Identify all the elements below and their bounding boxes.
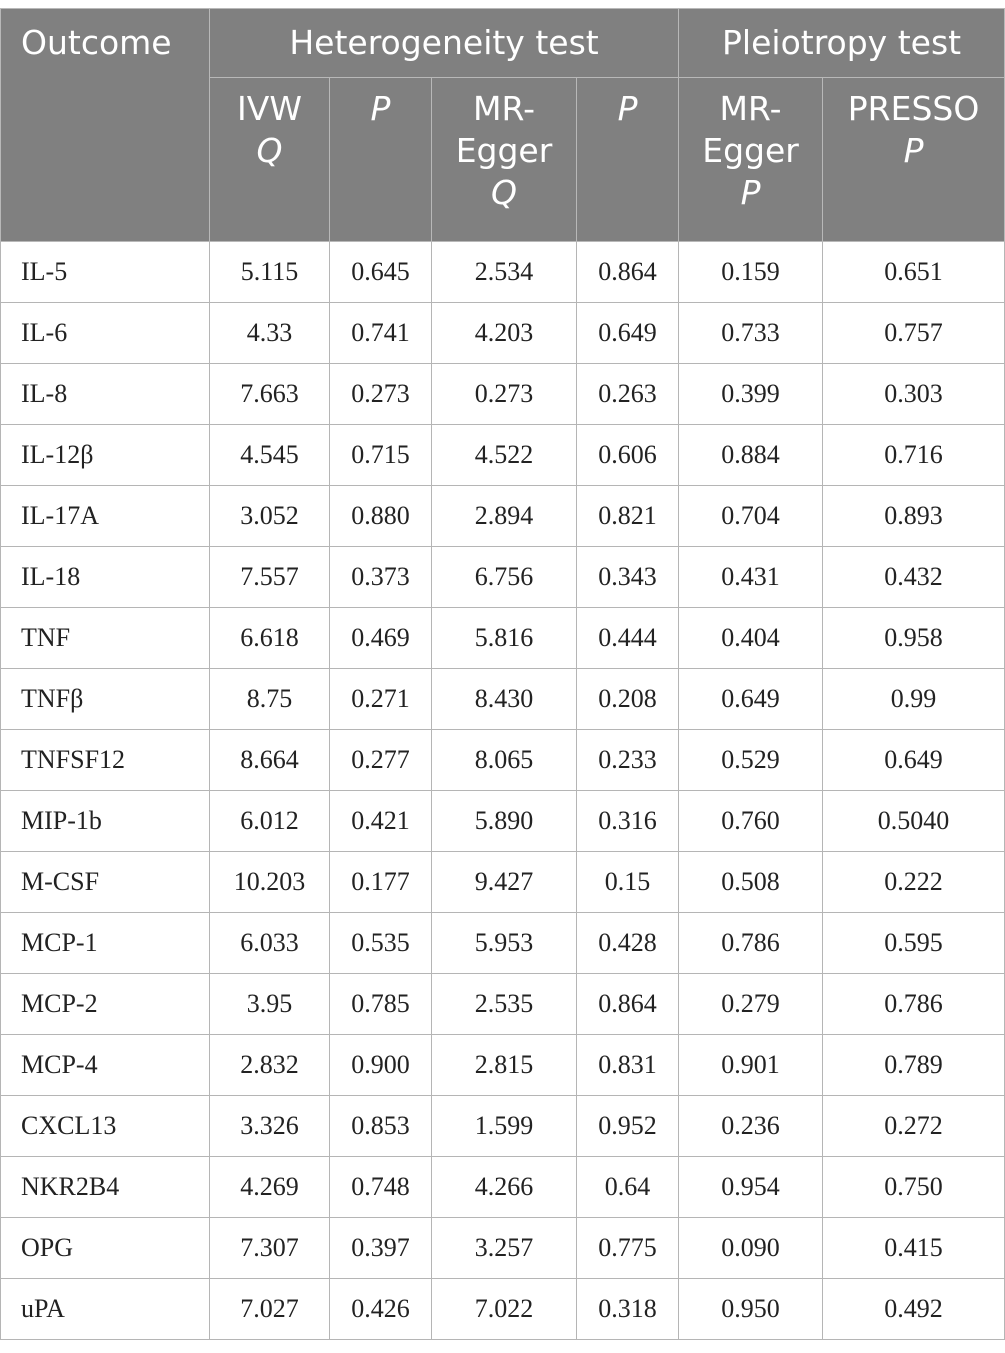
cell-mregger-q-p: 0.263 bbox=[577, 364, 679, 425]
results-table bbox=[0, 8, 1005, 1340]
table-row bbox=[1, 974, 1005, 1035]
cell-ivw-q: 5.115 bbox=[210, 242, 330, 303]
cell-mregger-q-p: 0.15 bbox=[577, 852, 679, 913]
cell-outcome: M-CSF bbox=[1, 852, 210, 913]
cell-ivw-q: 8.75 bbox=[210, 669, 330, 730]
cell-mregger-p: 0.760 bbox=[679, 791, 823, 852]
cell-mregger-q: 8.065 bbox=[432, 730, 577, 791]
cell-ivw-q: 6.618 bbox=[210, 608, 330, 669]
header-outcome: Outcome bbox=[1, 9, 210, 242]
table-row bbox=[1, 1035, 1005, 1096]
cell-outcome: TNF bbox=[1, 608, 210, 669]
header-presso-p-line2: P bbox=[903, 131, 924, 170]
table-row bbox=[1, 1157, 1005, 1218]
table-row bbox=[1, 303, 1005, 364]
cell-mregger-q: 3.257 bbox=[432, 1218, 577, 1279]
cell-ivw-p: 0.853 bbox=[330, 1096, 432, 1157]
cell-mregger-q: 9.427 bbox=[432, 852, 577, 913]
cell-mregger-q-p: 0.831 bbox=[577, 1035, 679, 1096]
cell-mregger-p: 0.529 bbox=[679, 730, 823, 791]
table-row bbox=[1, 669, 1005, 730]
table-row bbox=[1, 1096, 1005, 1157]
cell-mregger-q-p: 0.444 bbox=[577, 608, 679, 669]
cell-presso-p: 0.492 bbox=[823, 1279, 1005, 1340]
cell-presso-p: 0.716 bbox=[823, 425, 1005, 486]
cell-mregger-q: 2.894 bbox=[432, 486, 577, 547]
cell-ivw-q: 4.545 bbox=[210, 425, 330, 486]
cell-outcome: IL-6 bbox=[1, 303, 210, 364]
header-p2-label: P bbox=[617, 89, 638, 128]
cell-ivw-q: 8.664 bbox=[210, 730, 330, 791]
cell-presso-p: 0.750 bbox=[823, 1157, 1005, 1218]
cell-ivw-p: 0.277 bbox=[330, 730, 432, 791]
cell-mregger-p: 0.950 bbox=[679, 1279, 823, 1340]
cell-ivw-p: 0.421 bbox=[330, 791, 432, 852]
header-mregger-q-line2: Egger bbox=[455, 131, 553, 170]
cell-presso-p: 0.595 bbox=[823, 913, 1005, 974]
table-body bbox=[1, 242, 1005, 1340]
cell-mregger-q: 0.273 bbox=[432, 364, 577, 425]
cell-presso-p: 0.958 bbox=[823, 608, 1005, 669]
cell-mregger-q: 5.890 bbox=[432, 791, 577, 852]
cell-outcome: IL-12β bbox=[1, 425, 210, 486]
header-ivw-q-line2: Q bbox=[256, 131, 283, 170]
header-mregger-p-line2: Egger bbox=[702, 131, 799, 170]
cell-ivw-p: 0.177 bbox=[330, 852, 432, 913]
table-row bbox=[1, 486, 1005, 547]
cell-ivw-q: 2.832 bbox=[210, 1035, 330, 1096]
table-row bbox=[1, 791, 1005, 852]
cell-mregger-q-p: 0.64 bbox=[577, 1157, 679, 1218]
cell-outcome: IL-17A bbox=[1, 486, 210, 547]
table-row bbox=[1, 608, 1005, 669]
cell-mregger-p: 0.901 bbox=[679, 1035, 823, 1096]
header-mregger-q-line1: MR- bbox=[473, 89, 535, 128]
cell-ivw-p: 0.397 bbox=[330, 1218, 432, 1279]
cell-mregger-q-p: 0.318 bbox=[577, 1279, 679, 1340]
cell-ivw-q: 6.012 bbox=[210, 791, 330, 852]
header-ivw-q bbox=[210, 78, 330, 242]
table-row bbox=[1, 1218, 1005, 1279]
cell-mregger-q: 7.022 bbox=[432, 1279, 577, 1340]
header-mregger-q bbox=[432, 78, 577, 242]
cell-ivw-p: 0.715 bbox=[330, 425, 432, 486]
cell-mregger-p: 0.704 bbox=[679, 486, 823, 547]
cell-outcome: NKR2B4 bbox=[1, 1157, 210, 1218]
header-p1-label: P bbox=[370, 89, 391, 128]
cell-presso-p: 0.786 bbox=[823, 974, 1005, 1035]
cell-outcome: MCP-1 bbox=[1, 913, 210, 974]
cell-mregger-q: 4.203 bbox=[432, 303, 577, 364]
cell-ivw-p: 0.900 bbox=[330, 1035, 432, 1096]
cell-mregger-q: 4.266 bbox=[432, 1157, 577, 1218]
cell-mregger-q-p: 0.821 bbox=[577, 486, 679, 547]
cell-mregger-p: 0.404 bbox=[679, 608, 823, 669]
cell-ivw-p: 0.741 bbox=[330, 303, 432, 364]
cell-presso-p: 0.303 bbox=[823, 364, 1005, 425]
cell-mregger-p: 0.090 bbox=[679, 1218, 823, 1279]
cell-ivw-q: 10.203 bbox=[210, 852, 330, 913]
cell-mregger-q-p: 0.606 bbox=[577, 425, 679, 486]
cell-ivw-q: 4.33 bbox=[210, 303, 330, 364]
cell-outcome: TNFβ bbox=[1, 669, 210, 730]
cell-mregger-p: 0.954 bbox=[679, 1157, 823, 1218]
cell-mregger-q-p: 0.316 bbox=[577, 791, 679, 852]
header-mregger-p bbox=[679, 78, 823, 242]
cell-mregger-q: 5.953 bbox=[432, 913, 577, 974]
cell-presso-p: 0.99 bbox=[823, 669, 1005, 730]
cell-mregger-p: 0.884 bbox=[679, 425, 823, 486]
cell-ivw-p: 0.785 bbox=[330, 974, 432, 1035]
cell-mregger-p: 0.786 bbox=[679, 913, 823, 974]
cell-presso-p: 0.893 bbox=[823, 486, 1005, 547]
cell-presso-p: 0.222 bbox=[823, 852, 1005, 913]
header-p1 bbox=[330, 78, 432, 242]
cell-presso-p: 0.789 bbox=[823, 1035, 1005, 1096]
cell-presso-p: 0.432 bbox=[823, 547, 1005, 608]
cell-ivw-p: 0.645 bbox=[330, 242, 432, 303]
header-pleiotropy-test: Pleiotropy test bbox=[679, 9, 1005, 78]
cell-ivw-q: 7.557 bbox=[210, 547, 330, 608]
table-row bbox=[1, 852, 1005, 913]
cell-ivw-p: 0.535 bbox=[330, 913, 432, 974]
cell-ivw-p: 0.426 bbox=[330, 1279, 432, 1340]
cell-mregger-q-p: 0.864 bbox=[577, 242, 679, 303]
header-presso-p-line1: PRESSO bbox=[847, 89, 980, 128]
cell-outcome: uPA bbox=[1, 1279, 210, 1340]
cell-ivw-p: 0.373 bbox=[330, 547, 432, 608]
table-row bbox=[1, 730, 1005, 791]
cell-mregger-q: 8.430 bbox=[432, 669, 577, 730]
cell-outcome: MIP-1b bbox=[1, 791, 210, 852]
cell-ivw-p: 0.880 bbox=[330, 486, 432, 547]
header-mregger-p-line3: P bbox=[740, 173, 761, 212]
cell-presso-p: 0.415 bbox=[823, 1218, 1005, 1279]
table-row bbox=[1, 913, 1005, 974]
cell-ivw-p: 0.748 bbox=[330, 1157, 432, 1218]
cell-mregger-q-p: 0.864 bbox=[577, 974, 679, 1035]
cell-outcome: CXCL13 bbox=[1, 1096, 210, 1157]
table-row bbox=[1, 1279, 1005, 1340]
cell-outcome: IL-5 bbox=[1, 242, 210, 303]
cell-ivw-q: 3.052 bbox=[210, 486, 330, 547]
cell-mregger-p: 0.399 bbox=[679, 364, 823, 425]
cell-ivw-q: 6.033 bbox=[210, 913, 330, 974]
table-row bbox=[1, 425, 1005, 486]
cell-outcome: MCP-2 bbox=[1, 974, 210, 1035]
cell-mregger-p: 0.431 bbox=[679, 547, 823, 608]
cell-presso-p: 0.757 bbox=[823, 303, 1005, 364]
cell-mregger-q-p: 0.208 bbox=[577, 669, 679, 730]
header-p2 bbox=[577, 78, 679, 242]
cell-ivw-q: 4.269 bbox=[210, 1157, 330, 1218]
cell-ivw-q: 3.95 bbox=[210, 974, 330, 1035]
cell-mregger-q: 4.522 bbox=[432, 425, 577, 486]
header-presso-p bbox=[823, 78, 1005, 242]
cell-mregger-p: 0.649 bbox=[679, 669, 823, 730]
cell-ivw-p: 0.271 bbox=[330, 669, 432, 730]
cell-mregger-p: 0.508 bbox=[679, 852, 823, 913]
cell-mregger-q: 1.599 bbox=[432, 1096, 577, 1157]
cell-ivw-q: 7.307 bbox=[210, 1218, 330, 1279]
cell-mregger-p: 0.236 bbox=[679, 1096, 823, 1157]
header-ivw-q-line1: IVW bbox=[237, 89, 302, 128]
cell-outcome: IL-8 bbox=[1, 364, 210, 425]
cell-mregger-q-p: 0.775 bbox=[577, 1218, 679, 1279]
cell-mregger-q-p: 0.343 bbox=[577, 547, 679, 608]
cell-outcome: IL-18 bbox=[1, 547, 210, 608]
cell-mregger-q: 2.534 bbox=[432, 242, 577, 303]
cell-mregger-q: 6.756 bbox=[432, 547, 577, 608]
table-header bbox=[1, 9, 1005, 242]
cell-outcome: TNFSF12 bbox=[1, 730, 210, 791]
header-mregger-q-line3: Q bbox=[491, 173, 517, 212]
cell-mregger-q-p: 0.233 bbox=[577, 730, 679, 791]
cell-outcome: OPG bbox=[1, 1218, 210, 1279]
cell-mregger-q: 2.815 bbox=[432, 1035, 577, 1096]
cell-presso-p: 0.651 bbox=[823, 242, 1005, 303]
cell-ivw-p: 0.469 bbox=[330, 608, 432, 669]
cell-mregger-p: 0.159 bbox=[679, 242, 823, 303]
cell-mregger-q-p: 0.952 bbox=[577, 1096, 679, 1157]
cell-mregger-q: 5.816 bbox=[432, 608, 577, 669]
cell-ivw-p: 0.273 bbox=[330, 364, 432, 425]
cell-mregger-p: 0.279 bbox=[679, 974, 823, 1035]
header-mregger-p-line1: MR- bbox=[719, 89, 782, 128]
cell-ivw-q: 7.663 bbox=[210, 364, 330, 425]
cell-mregger-p: 0.733 bbox=[679, 303, 823, 364]
header-heterogeneity-test: Heterogeneity test bbox=[210, 9, 679, 78]
cell-ivw-q: 3.326 bbox=[210, 1096, 330, 1157]
cell-presso-p: 0.5040 bbox=[823, 791, 1005, 852]
table-row bbox=[1, 364, 1005, 425]
table-row bbox=[1, 242, 1005, 303]
cell-mregger-q-p: 0.428 bbox=[577, 913, 679, 974]
cell-mregger-q-p: 0.649 bbox=[577, 303, 679, 364]
cell-ivw-q: 7.027 bbox=[210, 1279, 330, 1340]
cell-presso-p: 0.272 bbox=[823, 1096, 1005, 1157]
cell-outcome: MCP-4 bbox=[1, 1035, 210, 1096]
table-row bbox=[1, 547, 1005, 608]
cell-mregger-q: 2.535 bbox=[432, 974, 577, 1035]
cell-presso-p: 0.649 bbox=[823, 730, 1005, 791]
